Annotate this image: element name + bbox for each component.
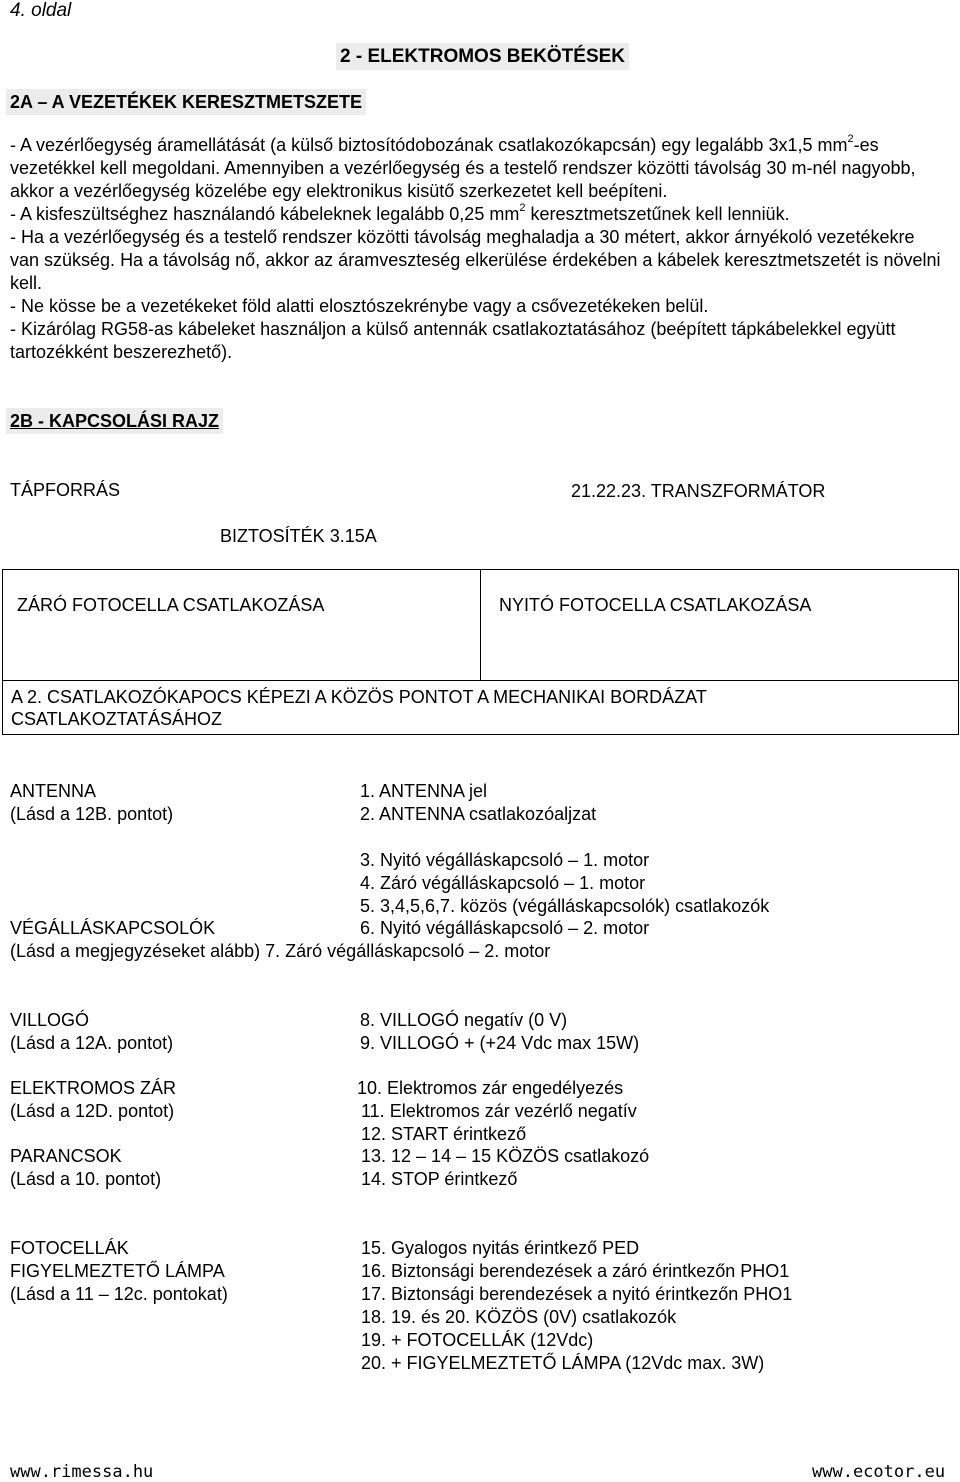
terminal-14: 14. STOP érintkező: [361, 1169, 518, 1189]
opening-photocell-label: NYITÓ FOTOCELLA CSATLAKOZÁSA: [499, 595, 812, 615]
terminal-18-20: 18. 19. és 20. KÖZÖS (0V) csatlakozók: [361, 1307, 677, 1327]
terminal-4: 4. Záró végálláskapcsoló – 1. motor: [360, 873, 646, 893]
paragraph-underground: - Ne kösse be a vezetékeket föld alatti elosztószekrénybe vagy a csővezetékeken belül.: [10, 296, 709, 316]
photocell-connections-box: [2, 569, 959, 681]
common-point-box: [2, 680, 959, 735]
photocells-label: FOTOCELLÁK: [10, 1238, 129, 1258]
common-point-line1: A 2. CSATLAKOZÓKAPOCS KÉPEZI A KÖZÖS PONTOT A MECHANIKAI BORDÁZAT: [11, 687, 707, 707]
footer-right-link[interactable]: www.ecotor.eu: [812, 1462, 946, 1482]
terminal-11: 11. Elektromos zár vezérlő negatív: [361, 1101, 637, 1121]
section-2-title: 2 - ELEKTROMOS BEKÖTÉSEK: [336, 43, 629, 70]
warning-lamp-label: FIGYELMEZTETŐ LÁMPA: [10, 1261, 225, 1281]
terminal-20: 20. + FIGYELMEZTETŐ LÁMPA (12Vdc max. 3W): [361, 1353, 765, 1373]
terminal-10: 10. Elektromos zár engedélyezés: [357, 1078, 624, 1098]
terminal-1: 1. ANTENNA jel: [360, 781, 488, 801]
power-source-label: TÁPFORRÁS: [10, 480, 121, 500]
terminal-5: 5. 3,4,5,6,7. közös (végálláskapcsolók) csatlakozók: [360, 896, 770, 916]
electric-lock-ref: (Lásd a 12D. pontot): [10, 1101, 175, 1121]
photocells-ref: (Lásd a 11 – 12c. pontokat): [10, 1284, 228, 1304]
limit-switches-label: VÉGÁLLÁSKAPCSOLÓK: [10, 918, 216, 938]
cable-requirements-text: [10, 134, 945, 364]
page-label: 4. oldal: [10, 0, 72, 21]
terminal-13: 13. 12 – 14 – 15 KÖZÖS csatlakozó: [361, 1146, 650, 1166]
transformer-label: 21.22.23. TRANSZFORMÁTOR: [571, 481, 826, 501]
flasher-ref: (Lásd a 12A. pontot): [10, 1033, 174, 1053]
terminal-9: 9. VILLOGÓ + (+24 Vdc max 15W): [360, 1033, 640, 1053]
fuse-label: BIZTOSÍTÉK 3.15A: [220, 526, 377, 546]
terminal-15: 15. Gyalogos nyitás érintkező PED: [361, 1238, 640, 1258]
section-2a-title: 2A – A VEZETÉKEK KERESZTMETSZETE: [6, 89, 366, 115]
commands-label: PARANCSOK: [10, 1146, 122, 1166]
terminal-2: 2. ANTENNA csatlakozóaljzat: [360, 804, 597, 824]
terminal-3: 3. Nyitó végálláskapcsoló – 1. motor: [360, 850, 650, 870]
terminal-8: 8. VILLOGÓ negatív (0 V): [360, 1010, 568, 1030]
paragraph-shielded: - Ha a vezérlőegység és a testelő rendszer közötti távolság meghaladja a 30 métert, akkor árnyékoló vezetékekre van szükség. Ha a távolság nő, akkor az áramveszteség elkerülése érdekében a kábelek keresztmetszetét is növelni kell.: [10, 227, 941, 293]
photocell-divider: [480, 570, 481, 680]
paragraph-low-voltage: - A kisfeszültséghez használandó kábeleknek legalább 0,25 $mm^2$ keresztmetszetűnek kell lenniük.: [10, 202, 790, 224]
common-point-line2: CSATLAKOZTATÁSÁHOZ: [11, 709, 223, 729]
footer-left-link[interactable]: www.rimessa.hu: [10, 1462, 154, 1482]
paragraph-rg58: - Kizárólag RG58-as kábeleket használjon a külső antennák csatlakoztatásához (beépített tápkábelekkel együtt tartozékként beszerezhető).: [10, 319, 896, 362]
terminal-16: 16. Biztonsági berendezések a záró érintkezőn PHO1: [361, 1261, 790, 1281]
terminal-19: 19. + FOTOCELLÁK (12Vdc): [361, 1330, 594, 1350]
antenna-ref: (Lásd a 12B. pontot): [10, 804, 174, 824]
terminal-6: 6. Nyitó végálláskapcsoló – 2. motor: [360, 918, 650, 938]
closing-photocell-label: ZÁRÓ FOTOCELLA CSATLAKOZÁSA: [17, 595, 325, 615]
flasher-label: VILLOGÓ: [10, 1010, 90, 1030]
terminal-17: 17. Biztonsági berendezések a nyitó érintkezőn PHO1: [361, 1284, 793, 1304]
section-2b-title: 2B - KAPCSOLÁSI RAJZ: [6, 408, 223, 434]
commands-ref: (Lásd a 10. pontot): [10, 1169, 162, 1189]
paragraph-power-supply: - A vezérlőegység áramellátását (a külső biztosítódobozának csatlakozókapcsán) egy legalább 3x1,5 $mm^2-es$ vezetékkel kell megoldani. Amennyiben a vezérlőegység és a testelő rendszer közötti távolság 30 m-nél nagyobb, akkor a vezérlőegység közelébe egy elektronikus kisütő szerkezetet kell beépíteni.: [10, 133, 916, 201]
electric-lock-label: ELEKTROMOS ZÁR: [10, 1078, 177, 1098]
terminal-12: 12. START érintkező: [361, 1124, 527, 1144]
antenna-label: ANTENNA: [10, 781, 97, 801]
limit-switches-ref-and-terminal-7: (Lásd a megjegyzéseket alább) 7. Záró végálláskapcsoló – 2. motor: [10, 941, 551, 961]
